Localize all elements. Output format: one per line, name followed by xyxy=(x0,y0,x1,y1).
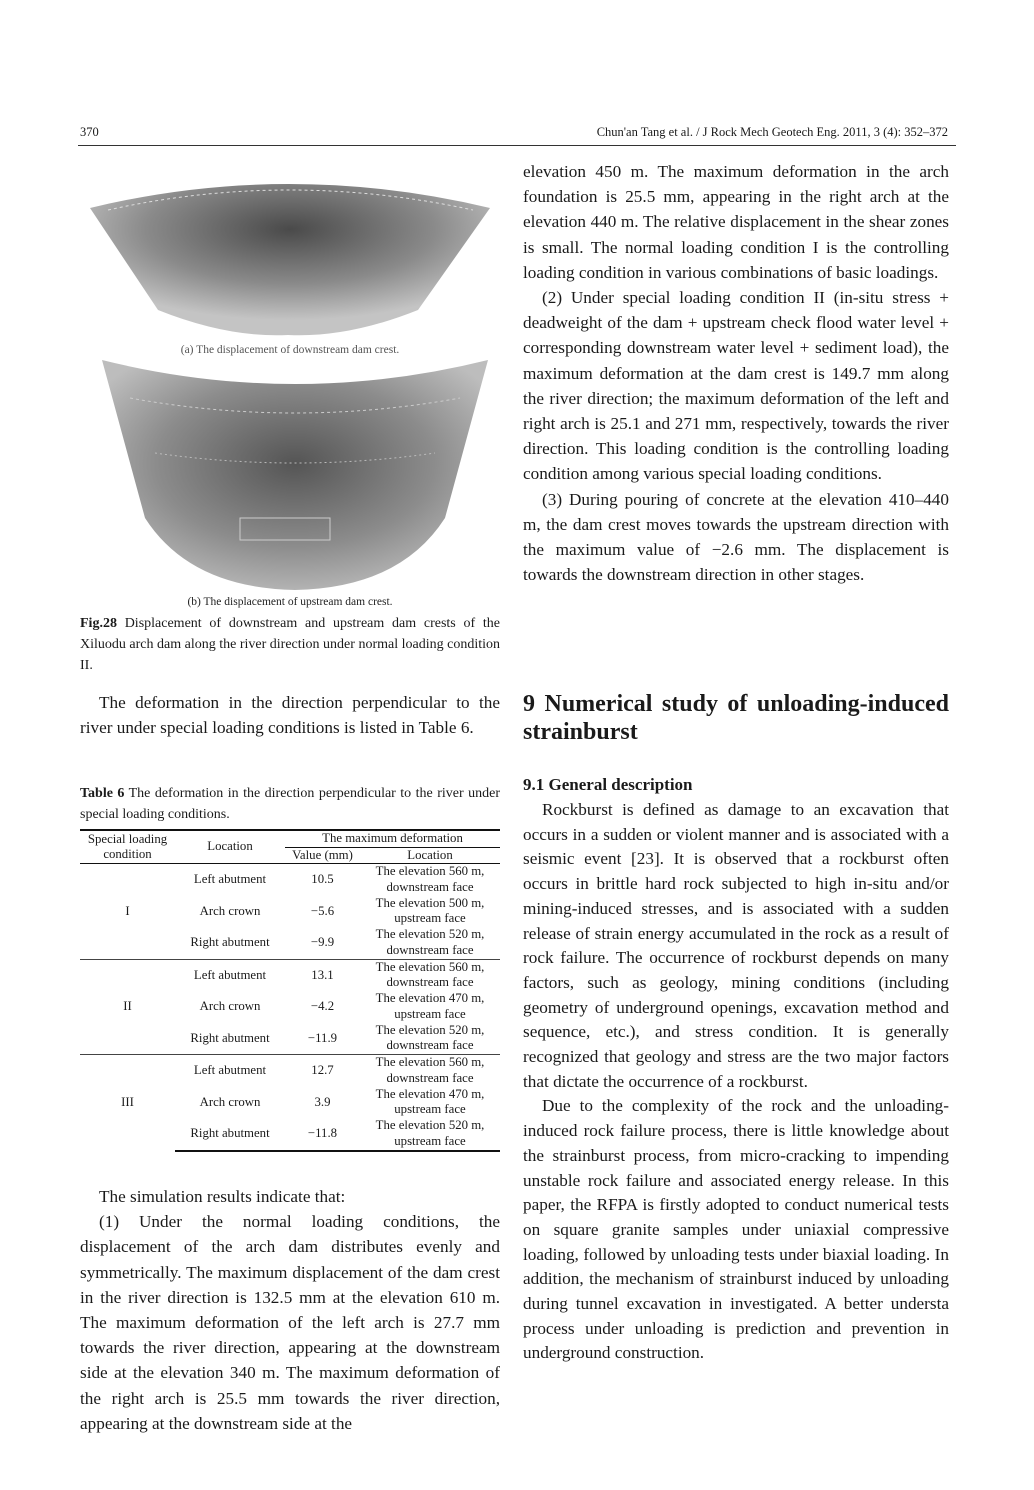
subsection-heading xyxy=(523,775,949,795)
cell-max-location: The elevation 560 m, downstream face xyxy=(360,959,500,991)
cell-location: Left abutment xyxy=(193,872,267,887)
cell-value: −9.9 xyxy=(310,935,335,950)
right-top-paragraphs xyxy=(523,159,949,587)
cell-max-location: The elevation 560 m, downstream face xyxy=(360,1055,500,1087)
cell-value: −11.9 xyxy=(307,1030,338,1045)
subsection-title: 9.1 General description xyxy=(523,775,693,794)
cell-location: Right abutment xyxy=(190,935,270,950)
cell-max-location: The elevation 560 m, downstream face xyxy=(375,864,485,894)
figure-b-caption: (b) The displacement of upstream dam crest. xyxy=(187,596,393,608)
paragraph-5-c: prediction and prevention in underground construction. xyxy=(523,1318,950,1363)
paragraph-5-b: process under unloading is xyxy=(523,1318,726,1338)
paragraph-4: Rockburst is defined as damage to an excavation that occurs in a sudden or violent manner and is associated with a seismic event [23]. It is observed that a rockburst often occurs in brittle hard rock subjected to high in-situ and/or mining-induced stresses, and is associated with a sudden release of strain energy accumulated in the rock as a result of rock failure. The occurrence of rockburst depends on many factors, such as geology, mining conditions (including geometry of underground openings, excavation method and sequence, etc.), and stress condition. It is generally recognized that geology and stress are the two major factors that dictate the occurrence of a rockburst. xyxy=(523,800,949,1091)
cell-value: 13.1 xyxy=(285,959,360,991)
deformation-table xyxy=(80,829,500,1152)
paragraph-5 xyxy=(523,1094,949,1366)
cell-location: Right abutment xyxy=(175,1118,285,1151)
cell-value: 12.7 xyxy=(285,1055,360,1087)
paragraph-5-a: investigated. A better understa xyxy=(730,1294,949,1314)
section-heading xyxy=(523,690,949,746)
cell-value: 3.9 xyxy=(314,1094,331,1109)
cell-location: Arch crown xyxy=(199,999,261,1014)
header-max-deformation: The maximum deformation xyxy=(285,830,500,847)
cell-condition: III xyxy=(80,1055,175,1151)
figure-label: Fig.28 xyxy=(80,616,117,631)
cell-max-location: The elevation 520 m, upstream face xyxy=(360,1118,500,1151)
running-header: Chun'an Tang et al. / J Rock Mech Geotech Eng. 2011, 3 (4): 352–372 xyxy=(596,125,948,139)
header-value: Value (mm) xyxy=(285,847,360,864)
header-condition: Special loading condition xyxy=(80,830,175,864)
header-rule xyxy=(78,145,956,146)
cell-location: Left abutment xyxy=(175,1055,285,1087)
cell-max-location: The elevation 520 m, downstream face xyxy=(375,927,485,957)
cell-max-location: The elevation 520 m, downstream face xyxy=(375,1022,485,1053)
paragraph-1: elevation 450 m. The maximum deformation in the arch foundation is 25.5 mm, appearing in the right arch at the elevation 440 m. The relative displacement in the shear zones is small. The normal loading condition I is the controlling loading condition in various combinations of basic loadings. xyxy=(523,162,949,282)
table-caption-text: The deformation in the direction perpendicular to the river under special loading conditions. xyxy=(80,786,500,822)
figure-caption-text: Displacement of downstream and upstream dam crests of the Xiluodu arch dam along the river direction under normal loading condition II. xyxy=(80,616,500,673)
cell-condition: I xyxy=(125,903,130,918)
intro-text: The deformation in the direction perpendicular to the river under special loading conditions is listed in Table 6. xyxy=(80,693,500,738)
sim-point-1: (1) Under the normal loading conditions, the displacement of the arch dam distributes evenly and symmetrically. The maximum displacement of the dam crest in the river direction is 132.5 mm at the elevation 610 m. The maximum deformation of the left arch is 27.7 mm towards the river direction, appearing at the downstream side at the elevation 340 m. The maximum deformation of the right arch is 25.5 mm towards the river direction, appearing at the downstream side at the xyxy=(80,1212,500,1433)
paragraph-2: (2) Under special loading condition II (in-situ stress + deadweight of the dam + upstream check flood water level + corresponding downstream water level + sediment load), the maximum deformation at the dam crest is 149.7 mm along the river direction; the maximum deformation of the left and right arch is 25.1 and 271 mm, respectively, towards the river direction. This loading condition is the controlling loading condition among various special loading conditions. xyxy=(523,288,949,484)
figure-caption xyxy=(80,613,500,676)
table-label: Table 6 xyxy=(80,786,125,801)
cell-condition: II xyxy=(80,959,175,1055)
cell-value: −4.2 xyxy=(310,999,335,1014)
cell-max-location: The elevation 470 m, upstream face xyxy=(375,1086,485,1117)
cell-value: −5.6 xyxy=(310,903,335,918)
figure-a-dam-image xyxy=(88,170,492,340)
page-number: 370 xyxy=(80,125,99,139)
cell-location: Arch crown xyxy=(199,903,261,918)
intro-paragraph xyxy=(80,690,500,740)
table-row xyxy=(80,959,500,991)
paragraph-5-text: Due to the complexity of the rock and the unloading-induced rock failure process, there is little knowledge about the strainburst process, from micro-cracking to impending unstable rock failure and associated energy release. In this paper, the RFPA is firstly adopted to conduct numerical tests on square granite samples under uniaxial compressive loading, followed by unloading tests under biaxial loading. In addition, the mechanism of strainburst induced by unloading during tunnel excavation in xyxy=(523,1096,949,1314)
table-caption xyxy=(80,783,500,825)
table-row xyxy=(80,864,500,896)
cell-location: Arch crown xyxy=(199,1094,261,1109)
header-location: Location xyxy=(175,830,285,864)
cell-location: Left abutment xyxy=(175,959,285,991)
paragraph-3: (3) During pouring of concrete at the elevation 410–440 m, the dam crest moves towards the upstream direction with the maximum value of −2.6 mm. The displacement is towards the downstream direction in other stages. xyxy=(523,489,949,585)
figure-a-caption: (a) The displacement of downstream dam crest. xyxy=(180,344,400,356)
cell-value: −11.8 xyxy=(285,1118,360,1151)
table-row xyxy=(80,1055,500,1087)
cell-value: 10.5 xyxy=(311,872,334,887)
cell-location: Right abutment xyxy=(190,1030,270,1045)
figure-b-dam-image xyxy=(100,358,490,594)
cell-max-location: The elevation 470 m, upstream face xyxy=(375,991,485,1021)
simulation-results xyxy=(80,1184,500,1436)
general-description xyxy=(523,798,949,1366)
cell-max-location: The elevation 500 m, upstream face xyxy=(375,895,485,926)
sim-intro: The simulation results indicate that: xyxy=(99,1187,346,1206)
header-max-location: Location xyxy=(360,847,500,864)
section-title: 9 Numerical study of unloading-induced strainburst xyxy=(523,691,949,745)
